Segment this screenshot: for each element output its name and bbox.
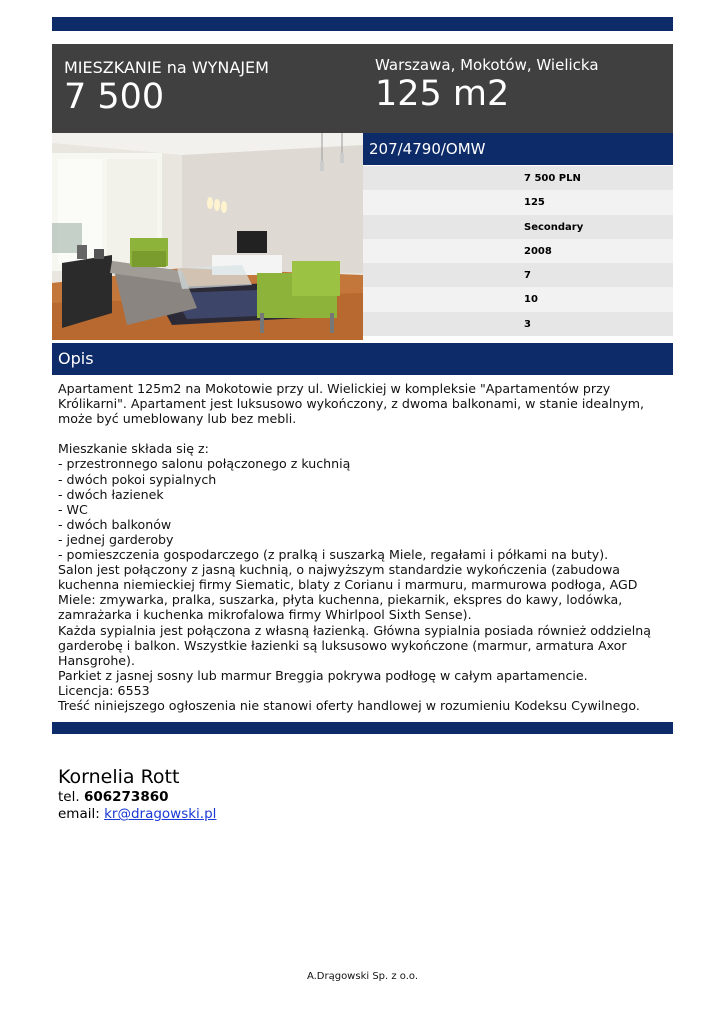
listing-location: Warszawa, Mokotów, Wielicka [375,56,599,74]
email-link[interactable]: kr@dragowski.pl [104,806,217,822]
detail-value: 2008 [524,245,552,257]
detail-row [363,215,673,239]
listing-header [52,44,673,133]
top-accent-bar [52,17,673,31]
detail-row [363,287,673,311]
detail-row [363,263,673,287]
listing-area: 125 m2 [375,74,510,114]
apartment-photo [52,133,363,340]
description-heading: Opis [58,349,94,368]
detail-value: 125 [524,197,545,209]
agent-name: Kornelia Rott [58,766,180,788]
detail-value: Secondary [524,221,584,233]
listing-type: MIESZKANIE na WYNAJEM [64,58,269,77]
detail-value: 7 [524,270,531,282]
bottom-accent-bar [52,722,673,734]
detail-row [363,166,673,190]
phone-label: tel. [58,789,80,805]
description-heading-bar [52,343,673,375]
reference-number: 207/4790/OMW [369,140,486,158]
detail-value: 7 500 PLN [524,173,581,184]
company-footer: A.Drągowski Sp. z o.o. [306,971,419,982]
detail-row [363,239,673,263]
detail-value: 10 [524,294,538,306]
reference-number-bar [363,133,673,165]
details-table [363,166,673,336]
email-line [58,806,216,823]
contact-block [58,766,216,823]
listing-price: 7 500 [64,77,165,117]
detail-value: 3 [524,318,531,330]
detail-row [363,190,673,214]
phone-number: 606273860 [83,789,169,805]
description-body [58,381,670,713]
phone-line [58,789,216,806]
description-text: Apartament 125m2 na Mokotowie przy ul. Wielickiej w kompleksie "Apartamentów przy Królikarni". Apartament jest luksusowo wykończony, z dwoma balkonami, w stanie idealnym, może być umeblowany lub bez mebli. Mieszkanie składa się z: - przestronnego salonu połączonego z kuchnią - dwóch pokoi sypialnych - dwóch łazienek - WC - dwóch balkonów - jednej garderoby - pomieszczenia gospodarczego (z pralką i suszarką Miele, regałami i półkami na buty). Salon jest połączony z jasną kuchnią, o najwyższym standardzie wykończenia (zabudowa kuchenna niemieckiej firmy Siematic, blaty z Corianu i marmuru, marmurowa podłoga, AGD Miele: zmywarka, pralka, suszarka, płyta kuchenna, piekarnik, ekspres do kawy, lodówka, zamrażarka i kuchenka mikrofalowa firmy Whirlpool Sixth Sense). Każda sypialnia jest połączona z własną łazienką. Główna sypialnia posiada również oddzielną garderobę i balkon. Wszystkie łazienki są luksusowo wykończone (marmur, armatura Axor Hansgrohe). Parkiet z jasnej sosny lub marmur Breggia pokrywa podłogę w całym apartamencie. Licencja: 6553 Treść niniejszego ogłoszenia nie stanowi oferty handlowej w rozumieniu Kodeksu Cywilnego. [58,381,651,713]
email-label: email: [58,806,100,822]
detail-row [363,312,673,336]
